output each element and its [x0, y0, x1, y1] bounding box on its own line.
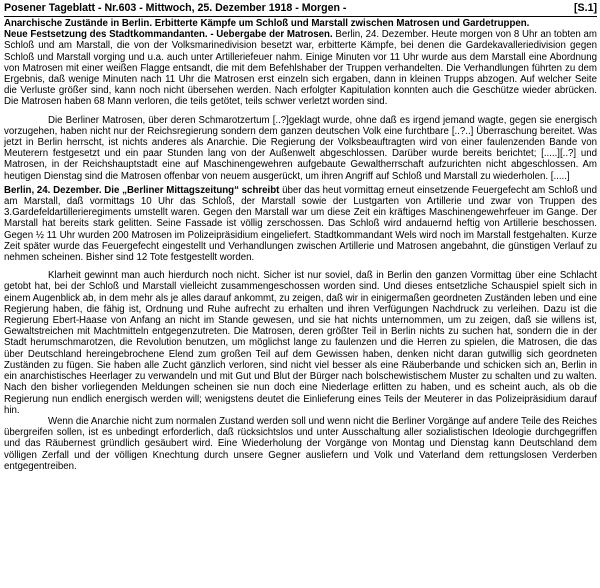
article-section-5: Wenn die Anarchie nicht zum normalen Zustand werden soll und wenn nicht die Berliner Vorgänge auf andere Teile des Reiches übergreifen sollen, ist es unbedingt erforderlich, daß rücksichtslos und unter Ausschaltung aller sozialistischen Ideologie durchgegriffen und das Räubernest gründlich gesäubert wird. Eine Wiederholung der Vorgänge von Montag und Dienstag kann Deutschland dem völligen Zerfall und der völligen Knechtung durch unsere Gegner ausliefern und Volk und Vaterland dem rettungslosen Verderben entgegentreiben. [4, 415, 597, 472]
masthead: Posener Tageblatt - Nr.603 - Mittwoch, 25. Dezember 1918 - Morgen - [4, 2, 347, 14]
article-section-4: Klarheit gewinnt man auch hierdurch noch nicht. Sicher ist nur soviel, daß in Berlin den ganzen Vormittag über eine Schlacht getobt hat, bei der Schloß und Marstall vielleicht zusammengeschossen worden sind. Und dieses entsetzliche Schauspiel spielt sich in einem Augenblick ab, in dem mehr als je alles darauf ankommt, zu zeigen, daß wir in einigermaßen geordneten Zuständen leben und eine Regierung haben, die fähig ist, Ordnung und Ruhe aufrecht zu erhalten und ihren Verfügungen Nachdruck zu verleihen. Dazu ist die Regierung Ebert-Haase von Anfang an nicht im Stande gewesen, und sie hat nichts unternommen, um zu zeigen, daß sie willens ist, Gewaltstreichen mit Machtmitteln entgegenzutreten. Die Matrosen, deren größter Teil in Berlin nichts zu suchen hat, sondern die in der Stadt herumschmarotzen, die Revolution benutzen, um möglichst lange zu faulenzen und die Herren zu spielen, die Matrosen, die das über Deutschland hereingebrochene Elend zum großen Teil auf dem Gewissen haben, denken nicht daran gutwillig sich geordneten Zuständen zu fügen. Sie haben alle Zucht gänzlich verloren, sind nicht viel besser als eine Räuberbande und schicken sich an, Berlin in ein anarchistisches Heerlager zu verwandeln und mit Gut und Blut der Bürger nach bolschewistischem Muster zu schalten und zu walten. Nach den bisher vorliegenden Meldungen scheinen sie nun doch eine Niederlage erlitten zu haben, und es scheint auch, als ob die Regierung nun endlich energisch werden will; wenigstens deutet die Einlieferung eines Teils der Meuterer in das Polizeipräsidium darauf hin. [4, 270, 597, 416]
article-section-2: Die Berliner Matrosen, über deren Schmarotzertum [..?]geklagt wurde, ohne daß es irgend jemand wagte, gegen sie energisch vorzugehen, haben nicht nur der Reichsregierung sondern dem ganzen deutschen Volk eine furchtbare [..?..] Überraschung bereitet. Was jetzt in Berlin herrscht, ist nichts anderes als Anarchie. Die Regierung der Volksbeauftragten wird von einer faulenzenden Bande von Meuterern festgesetzt und ein paar Stunden lang von der Außenwelt abgeschlossen. Darüber wurde bereits berichtet; [.....][..?] und Matrosen, in der Reichshauptstadt eine auf Maschinengewehren aufgebaute Gewaltherrschaft aufzurichten nicht abgeschlossen. Am heutigen Dienstag sind die Matrosen offenbar von neuem ausgerückt, um ihren Angriff auf Schloß und Marstall zu wiederholen. [.....] [4, 114, 597, 182]
section-3-body: über das heut vormittag erneut einsetzende Feuergefecht am Schloß und am Marstall, daß vormittags 10 Uhr das Schloß, der Marstall sowie der Lustgarten von Artillerie und zwar von Truppen des 3.Gardefeldartillerieregiments umstellt waren. Gegen den Marstall war um diese Zeit ein kräftiges Maschinengewehrfeuer im Gange. Der Marstall hat bereits stark gelitten. Seine Fassade ist völlig zerschossen. Das Schloß wird andauernd heftig von Artillerie beschossen. Gegen ½ 11 Uhr wurden 200 Matrosen im Polizeipräsidium eingeliefert. Stadtkommandant Wels wird noch im Marstall festgehalten. Kurze Zeit später wurde das Feuergefecht eingestellt und Verhandlungen zwischen Artillerie und Matrosen angebahnt, die günstigen Verlauf zu nehmen scheinen. Bisher sind 12 Tote festgestellt worden. [4, 184, 598, 264]
article-headline: Anarchische Zustände in Berlin. Erbitterte Kämpfe um Schloß und Marstall zwischen Matrosen und Gardetruppen. [4, 18, 530, 29]
article-section-1 [4, 29, 597, 107]
section-1-body: Berlin, 24. Dezember. Heute morgen von 8 Uhr an tobten am Schloß und am Marstall, die von der Volksmarinedivision besetzt war, erbitterte Kämpfe, bei denen die Gardekavalleriedivision gegen Schloß und Marstall vorging und u.a. auch unter Artilleriefeuer nahm. Einige Minuten vor 11 Uhr wurde aus dem Marstall eine Abordnung von Matrosen mit einer weißen Flagge entsandt, die mit dem Befehlshaber der Truppen verhandelten. Die Verhandlungen führten zu dem Ergebnis, daß wenige Minuten nach 11 Uhr die Matrosen erst einzeln sich ergaben, dann in kleinen Trupps abzogen. Auf welcher Seite die Verluste größer sind, kann noch nicht übersehen werden. Nach erfolgter Kapitulation konnten auch die Geschütze wieder abrücken. Die Matrosen haben 68 Mann verloren, die teils getötet, teils schwer verletzt worden sind. [4, 29, 597, 108]
article-section-3 [4, 185, 597, 263]
section-1-lead: Neue Festsetzung des Stadtkommandanten. - Uebergabe der Matrosen. [4, 29, 333, 41]
masthead-bar [4, 2, 597, 17]
page-number: [S.1] [574, 2, 597, 14]
section-3-lead: Berlin, 24. Dezember. Die „Berliner Mittagszeitung“ schreibt [4, 184, 280, 196]
